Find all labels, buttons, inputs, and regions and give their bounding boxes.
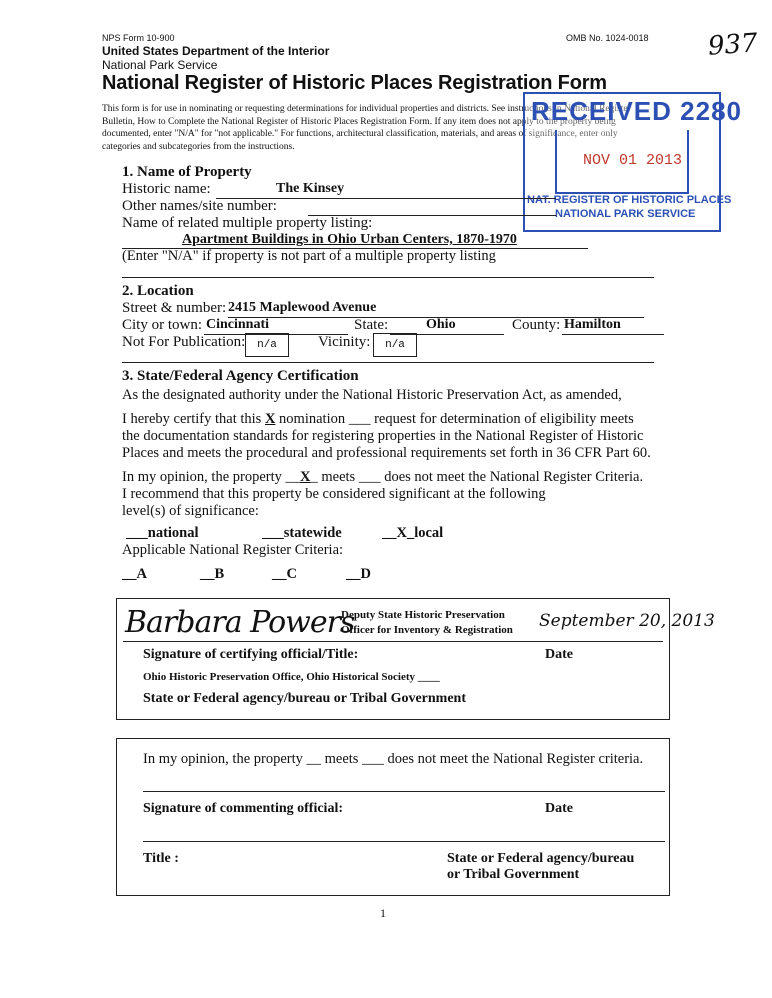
criterion-a[interactable]: __A	[122, 566, 147, 582]
state-label: State:	[354, 317, 389, 333]
form-number: NPS Form 10-900	[102, 33, 175, 43]
certifying-signature-label: Signature of certifying official/Title:	[143, 647, 359, 662]
signature: Barbara Powers	[125, 605, 355, 640]
comment-box	[116, 738, 670, 896]
historic-name-label: Historic name:	[122, 181, 211, 197]
section1-heading: 1. Name of Property	[122, 164, 252, 180]
department: United States Department of the Interior	[102, 44, 330, 58]
criterion-b[interactable]: __B	[200, 566, 225, 582]
not-for-publication-label: Not For Publication:	[122, 334, 246, 350]
related-listing-value: Apartment Buildings in Ohio Urban Centers, 1870-1970	[182, 232, 517, 247]
criteria-label: Applicable National Register Criteria:	[122, 542, 344, 558]
agency-label: State or Federal agency/bureau or Tribal Government	[143, 691, 467, 706]
vicinity-input[interactable]: n/a	[373, 333, 417, 357]
opinion-line-2: I recommend that this property be considered significant at the following	[122, 486, 546, 502]
instructions: This form is for use in nominating or requesting determinations for individual properties and districts. See instructions in National Register Bulletin, How to Complete the National Register of Historic Places Registration Form. If any item does not apply to the property being documented, enter "N/A" for "not applicable." For functions, architectural classification, materials, and areas of significance, enter only categories and subcategories from the instructions.	[102, 104, 631, 152]
divider	[122, 362, 654, 363]
level-statewide[interactable]: ___statewide	[262, 525, 342, 541]
stamp-date: NOV 01 2013	[583, 152, 683, 169]
handwritten-number: 937	[707, 28, 759, 62]
page-number: 1	[380, 906, 386, 920]
certify-line-1: I hereby certify that this X nomination ___ request for determination of eligibility meets	[122, 411, 634, 427]
received-stamp: RECEIVED 2280 NOV 01 2013 NAT. REGISTER OF HISTORIC PLACES NATIONAL PARK SERVICE	[523, 92, 721, 232]
vicinity-label: Vicinity:	[318, 334, 371, 350]
certification-box	[116, 598, 715, 720]
other-names-label: Other names/site number:	[122, 198, 277, 214]
page-title: National Register of Historic Places Registration Form	[102, 72, 607, 94]
city-label: City or town:	[122, 317, 203, 333]
county-value: Hamilton	[564, 317, 621, 332]
criterion-c[interactable]: __C	[272, 566, 297, 582]
opinion-line-3: level(s) of significance:	[122, 503, 259, 519]
level-national[interactable]: ___national	[126, 525, 199, 541]
street-label: Street & number:	[122, 300, 227, 316]
related-listing-label: Name of related multiple property listing:	[122, 215, 373, 231]
commenting-signature-label: Signature of commenting official:	[143, 801, 343, 816]
comment-signature-field[interactable]	[143, 773, 665, 792]
certifying-date-label: Date	[545, 647, 573, 662]
city-value: Cincinnati	[206, 317, 270, 332]
comment-title-label: Title :	[143, 851, 179, 866]
street-value: 2415 Maplewood Avenue	[228, 300, 377, 315]
level-local[interactable]: __X_local	[382, 525, 444, 541]
criterion-d[interactable]: __D	[346, 566, 371, 582]
service: National Park Service	[102, 58, 218, 72]
divider	[122, 277, 654, 278]
authority-statement: As the designated authority under the National Historic Preservation Act, as amended,	[122, 387, 622, 403]
state-value: Ohio	[426, 317, 456, 332]
not-for-publication-input[interactable]: n/a	[245, 333, 289, 357]
historic-name-value: The Kinsey	[276, 181, 345, 196]
office-name: Ohio Historic Preservation Office, Ohio Historical Society ____	[143, 671, 440, 683]
certify-line-3: Places and meets the procedural and professional requirements set forth in 36 CFR Part 60.	[122, 445, 651, 461]
deputy-title-2: Officer for Inventory & Registration	[341, 624, 513, 636]
deputy-title-1: Deputy State Historic Preservation	[341, 609, 505, 621]
opinion-line-1: In my opinion, the property __X_ meets ___ does not meet the National Register Criteria.	[122, 469, 644, 485]
section2-heading: 2. Location	[122, 283, 194, 299]
certify-line-2: the documentation standards for registering properties in the National Register of Historic	[122, 428, 644, 444]
comment-opinion: In my opinion, the property __ meets ___ does not meet the National Register criteria.	[143, 751, 644, 767]
comment-agency-1: State or Federal agency/bureau	[447, 851, 635, 866]
signature-date: September 20, 2013	[539, 611, 715, 631]
other-names-field[interactable]	[308, 197, 556, 216]
multiple-listing-note: (Enter "N/A" if property is not part of a multiple property listing	[122, 248, 496, 264]
commenting-date-label: Date	[545, 801, 573, 816]
section3-heading: 3. State/Federal Agency Certification	[122, 368, 359, 384]
county-label: County:	[512, 317, 561, 333]
comment-title-field[interactable]	[143, 823, 665, 842]
comment-agency-2: or Tribal Government	[447, 867, 580, 882]
omb-number: OMB No. 1024-0018	[566, 33, 649, 43]
